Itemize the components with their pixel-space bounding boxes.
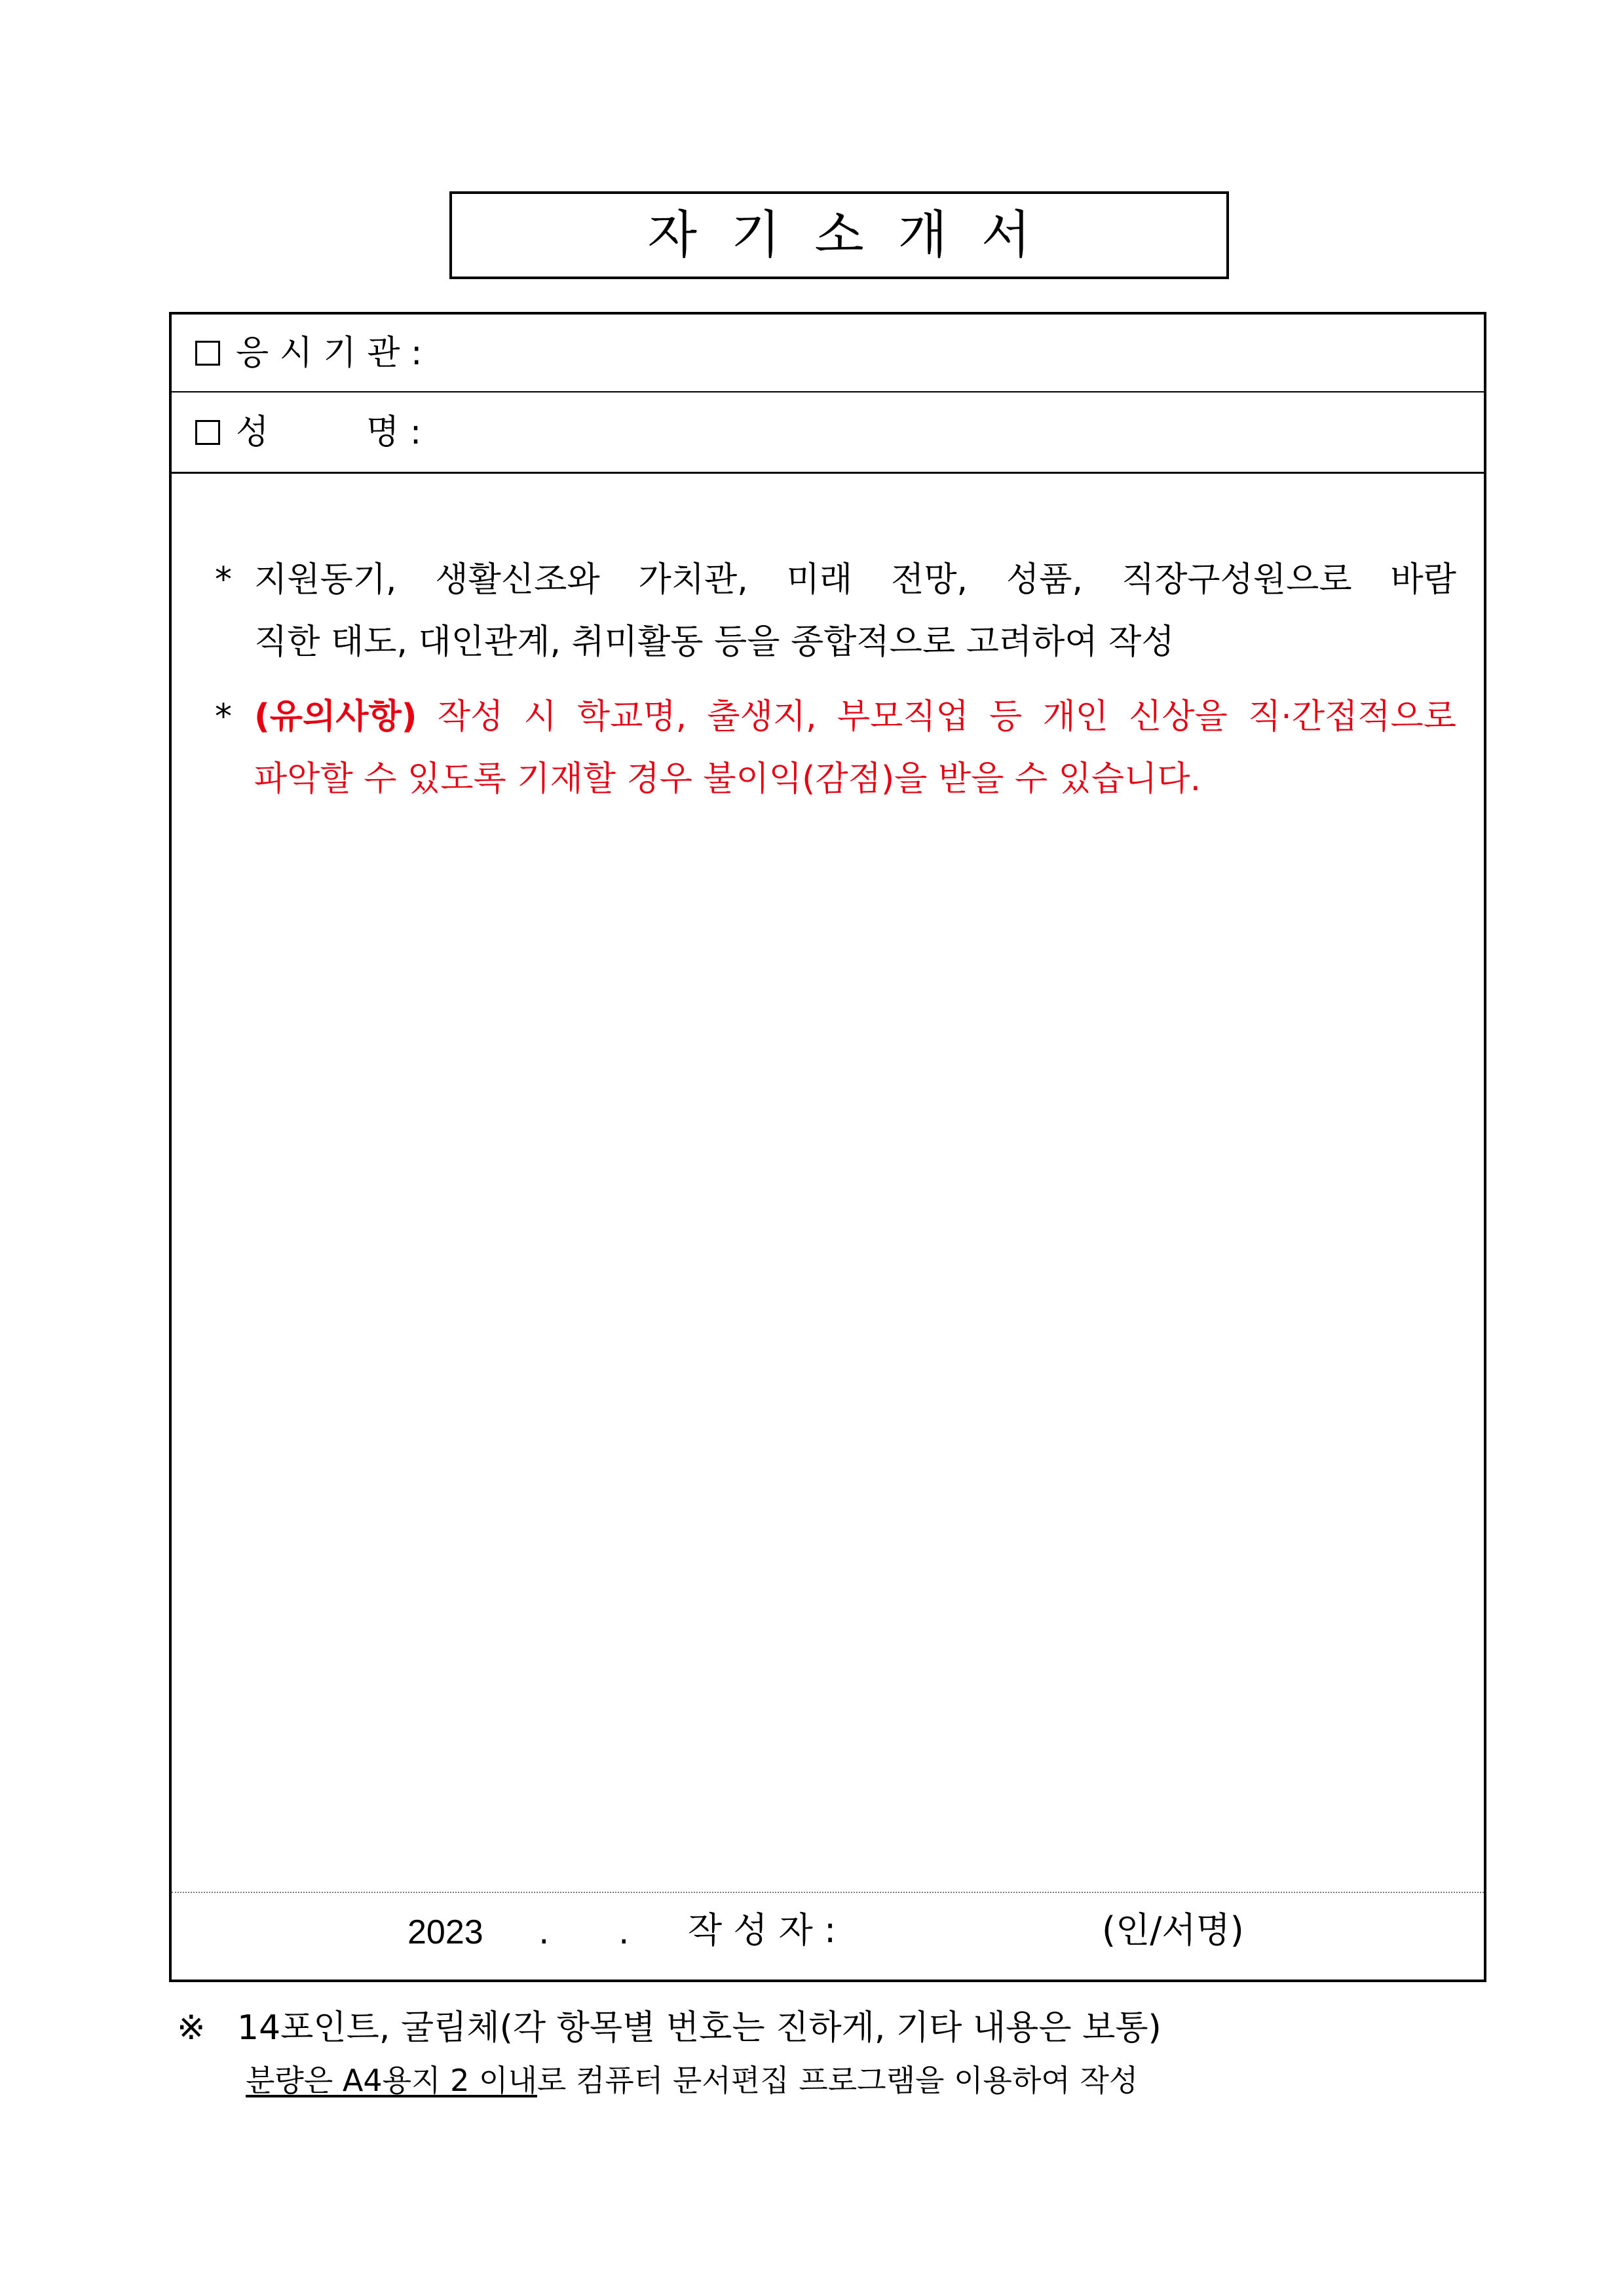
reference-mark-icon: ※	[177, 2008, 206, 2048]
form-frame	[169, 312, 1486, 1982]
note1-line1: 지원동기, 생활신조와 가치관, 미래 전망, 성품, 직장구성원으로 바람	[254, 560, 1456, 600]
footer-format-rule: 14포인트, 굴림체(각 항목별 번호는 진하게, 기타 내용은 보통)	[237, 2008, 1161, 2048]
footer-length-rest: 로 컴퓨터 문서편집 프로그램을 이용하여 작성	[537, 2063, 1139, 2098]
name-label: 성 명 :	[236, 412, 422, 452]
note1-line2: 직한 태도, 대인관계, 취미활동 등을 종합적으로 고려하여 작성	[254, 622, 1175, 662]
name-field-row[interactable]	[172, 392, 1484, 474]
document-title-box	[449, 191, 1229, 279]
footer-length-rule	[246, 2054, 1461, 2107]
signature-row[interactable]	[172, 1892, 1484, 1977]
caution-label: (유의사항)	[254, 697, 417, 737]
signature-day-separator: .	[618, 1913, 630, 1952]
note2-line1	[254, 686, 1456, 748]
note2-line2: 파악할 수 있도록 기재할 경우 불이익(감점)을 받을 수 있습니다.	[254, 759, 1201, 799]
seal-signature-label: (인/서명)	[1102, 1909, 1244, 1951]
bullet-star-icon: *	[215, 697, 232, 737]
signature-year: 2023	[407, 1913, 483, 1951]
document-title: 자기소개서	[647, 206, 1065, 265]
note2-line1-text: 작성 시 학교명, 출생지, 부모직업 등 개인 신상을 직·간접적으로	[417, 697, 1456, 737]
agency-checkbox[interactable]	[195, 341, 220, 366]
footer-length-underlined: 분량은 A4용지 2 이내	[246, 2063, 537, 2098]
instruction-note-caution	[215, 686, 1460, 811]
footer-note	[177, 2002, 1461, 2107]
bullet-star-icon: *	[215, 560, 232, 600]
agency-field-row[interactable]	[172, 315, 1484, 392]
signature-month-separator: .	[538, 1913, 550, 1952]
writer-label: 작 성 자 :	[688, 1909, 837, 1951]
name-checkbox[interactable]	[195, 420, 220, 445]
instruction-note-general	[215, 549, 1460, 674]
agency-label: 응 시 기 관 :	[236, 333, 423, 373]
